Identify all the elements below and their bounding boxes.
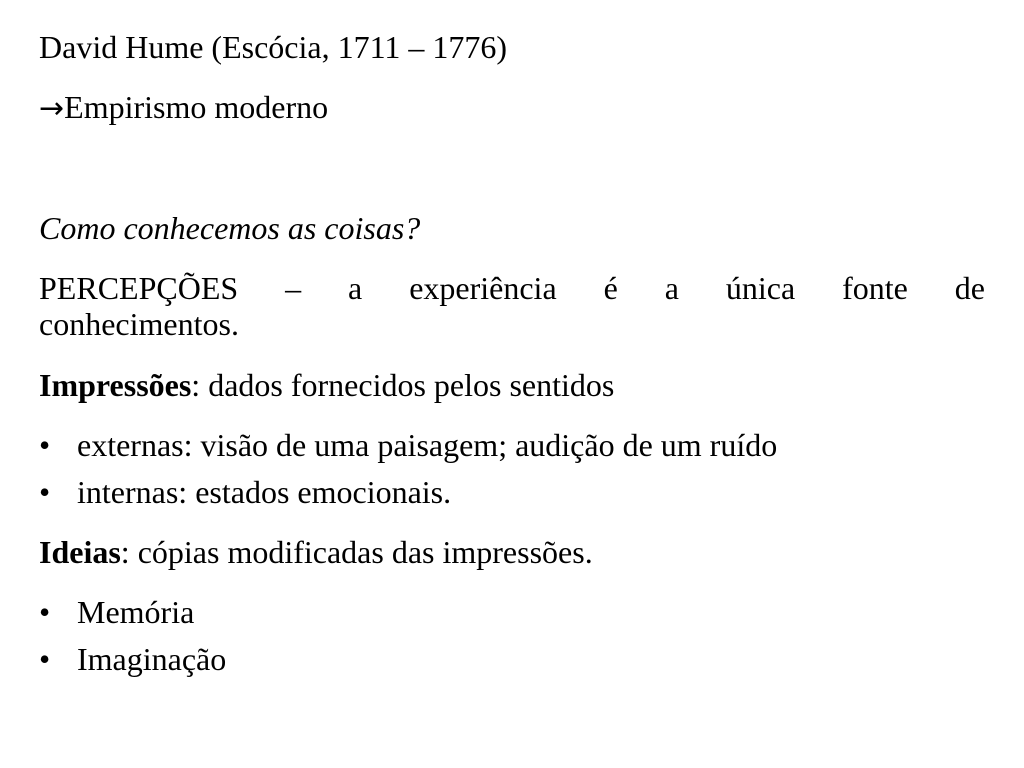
list-item-text: internas: estados emocionais. [77,474,452,510]
perceptions-word: a [664,270,679,306]
question-text: Como conhecemos as coisas? [39,210,421,246]
list-item-text: Imaginação [77,641,227,677]
subtitle-line [39,89,328,127]
list-item [39,474,451,510]
bullet-icon: • [39,641,51,677]
bullet-icon: • [39,594,51,630]
impressions-term: Impressões [39,367,192,403]
ideas-term: Ideias [39,534,121,570]
perceptions-line-1 [39,270,985,306]
perceptions-word: é [603,270,618,306]
perceptions-word: experiência [409,270,557,306]
list-item [39,594,194,630]
list-item-text: externas: visão de uma paisagem; audição de um ruído [77,427,778,463]
arrow-right-icon: → [39,91,65,126]
impressions-definition: : dados fornecidos pelos sentidos [191,367,615,403]
bullet-icon: • [39,474,51,510]
subtitle-text: Empirismo moderno [64,89,329,125]
impressions-heading [39,367,614,403]
perceptions-word: a [348,270,363,306]
ideas-heading [39,534,593,570]
perceptions-word: – [285,270,302,306]
ideas-definition: : cópias modificadas das impressões. [120,534,593,570]
list-item-text: Memória [77,594,195,630]
list-item [39,641,226,677]
bullet-icon: • [39,427,51,463]
perceptions-word: única [725,270,796,306]
question-line [39,210,420,246]
perceptions-word: fonte [842,270,908,306]
perceptions-paragraph [39,270,985,342]
perceptions-line-2: conhecimentos. [39,306,239,342]
perceptions-word: de [954,270,985,306]
perceptions-word: PERCEPÇÕES [39,270,239,306]
slide-title [39,29,507,65]
list-item [39,427,777,463]
title-text: David Hume (Escócia, 1711 – 1776) [39,29,508,65]
